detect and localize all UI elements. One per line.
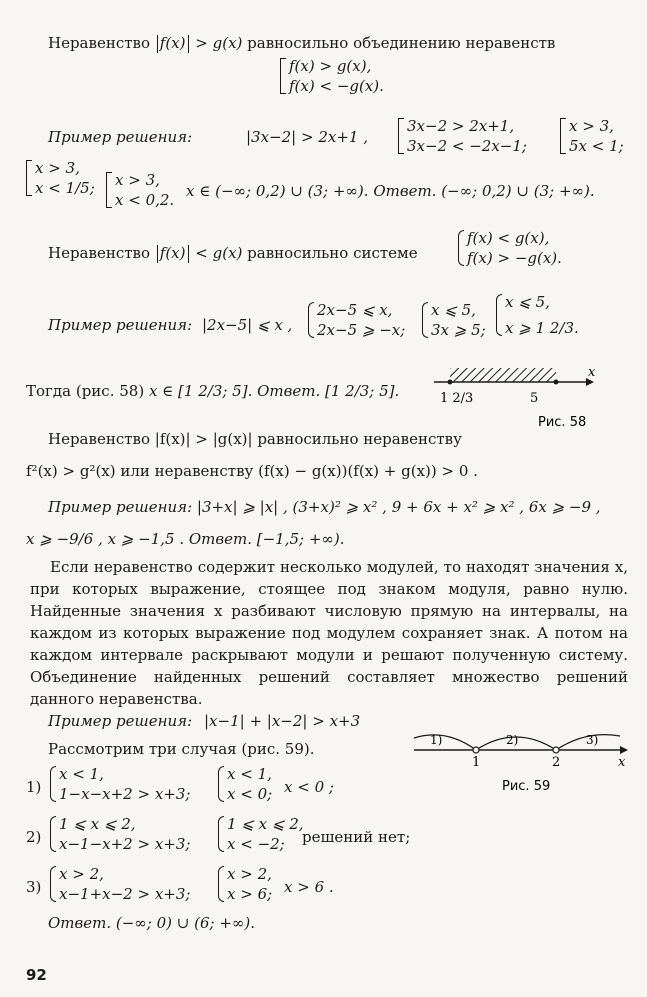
sys-row: f(x) > −g(x). — [467, 249, 562, 267]
then-line — [26, 382, 399, 400]
case-number: 3) — [26, 878, 42, 896]
case1-system-2 — [218, 764, 272, 804]
sys-row: x ⩽ 5, — [505, 293, 550, 311]
case3-system-1 — [50, 864, 190, 904]
case3-system-2 — [218, 864, 272, 904]
ex3-line1: Пример решения: |3+x| ⩾ |x| , (3+x)² ⩾ x² , 9 + 6x + x² ⩾ x² , 6x ⩾ −9 , — [48, 498, 601, 516]
sys-row: x > 2, — [59, 865, 104, 883]
point-marker — [448, 380, 453, 385]
p1-rel: > g(x) — [195, 34, 243, 52]
then-answer: . Ответ. [1 2/3; 5]. — [247, 382, 400, 400]
ex1-answer: x ∈ (−∞; 0,2) ∪ (3; +∞). Ответ. (−∞; 0,2) ∪ (3; +∞). — [186, 182, 595, 200]
ex3-line2: x ⩾ −9/6 , x ⩾ −1,5 . Ответ. [−1,5; +∞). — [26, 530, 345, 548]
abs-bar — [157, 35, 158, 53]
ex2-system-1 — [308, 300, 405, 340]
case-number: 1) — [26, 778, 42, 796]
sys-row: 2x−5 ⩾ −x; — [317, 321, 406, 339]
arc-label: 3) — [586, 733, 599, 747]
case3-result: x > 6 . — [284, 878, 334, 896]
p2-line — [48, 244, 418, 263]
sys-row: x < 0; — [227, 785, 273, 803]
p2-system — [458, 228, 562, 268]
sys-row: 5x < 1; — [569, 137, 624, 155]
p1-sys-row: f(x) < −g(x). — [289, 77, 384, 95]
case2-system-2 — [218, 814, 304, 854]
sys-row: 3x−2 > 2x+1, — [407, 117, 515, 135]
p2-tail: равносильно системе — [247, 244, 418, 262]
ex4-cases: Рассмотрим три случая (рис. 59). — [48, 740, 315, 758]
arc-label: 2) — [506, 733, 519, 747]
arrow-icon — [620, 746, 628, 754]
p1-tail: равносильно объединению неравенств — [247, 34, 556, 52]
ex2-label: Пример решения: — [48, 316, 193, 334]
figure-caption: Рис. 59 — [502, 779, 551, 794]
sys-row: x ⩽ 5, — [431, 301, 476, 319]
ex1-label: Пример решения: — [48, 128, 193, 146]
point-marker — [473, 747, 479, 753]
case-number: 2) — [26, 828, 42, 846]
sys-row: x ⩾ 1 2/3. — [505, 319, 579, 337]
ex4-label: Пример решения: — [48, 712, 193, 730]
ex1-system-4 — [106, 170, 174, 210]
sys-row: 3x ⩾ 5; — [431, 321, 486, 339]
p1-system — [280, 56, 384, 96]
sys-row: 1−x−x+2 > x+3; — [59, 785, 191, 803]
sys-row: x < 0,2. — [115, 191, 175, 209]
axis-label: x — [618, 755, 626, 770]
sys-row: x > 2, — [227, 865, 272, 883]
sys-row: x < 1/5; — [35, 179, 95, 197]
ex1-system-1 — [398, 116, 527, 156]
tick-label: 1 2/3 — [440, 391, 474, 406]
method-paragraph: Если неравенство содержит несколько модулей, то находят значения x, при которых выражение, стоящее под знаком модуля, равно нулю. Найденные значения x разбивают числовую прямую на интервалы, на каждом из которых выражение под модулем сохраняет знак. А потом на каждом интервале раскрывают модули и решают полученную систему. Объединение найденных решений составляет множество решений данного неравенства. — [30, 558, 628, 708]
p3-line1: Неравенство |f(x)| > |g(x)| равносильно неравенству — [48, 430, 462, 448]
ex1-system-3 — [26, 158, 95, 198]
ex4-answer: Ответ. (−∞; 0) ∪ (6; +∞). — [48, 914, 256, 932]
ex2-system-3 — [496, 292, 579, 338]
figure-58 — [430, 362, 600, 432]
then-set: x ∈ [1 2/3; 5] — [148, 382, 248, 400]
sys-row: 2x−5 ⩽ x, — [317, 301, 393, 319]
p3-line2: f²(x) > g²(x) или неравенству (f(x) − g(x))(f(x) + g(x)) > 0 . — [26, 462, 478, 480]
abs-bar — [188, 35, 189, 53]
sys-row: x > 3, — [35, 159, 80, 177]
ex2-system-2 — [422, 300, 486, 340]
page-number: 92 — [26, 966, 47, 984]
tick-label: 1 — [472, 755, 481, 770]
ex4-expr: |x−1| + |x−2| > x+3 — [204, 712, 361, 730]
sys-row: x < 1, — [227, 765, 272, 783]
p2-rel: < g(x) — [195, 244, 243, 262]
sys-row: f(x) < g(x), — [467, 229, 550, 247]
sys-row: 1 ⩽ x ⩽ 2, — [59, 815, 136, 833]
axis-label: x — [588, 365, 596, 380]
sys-row: 3x−2 < −2x−1; — [407, 137, 527, 155]
p1-line — [48, 34, 555, 53]
sys-row: x > 3, — [115, 171, 160, 189]
ex1-system-2 — [560, 116, 624, 156]
p1-intro: Неравенство — [48, 34, 150, 52]
ex1-expr: |3x−2| > 2x+1 , — [246, 128, 368, 146]
abs-bar — [188, 245, 189, 263]
abs-bar — [157, 245, 158, 263]
sys-row: x > 6; — [227, 885, 273, 903]
sys-row: 1 ⩽ x ⩽ 2, — [227, 815, 304, 833]
p2-intro: Неравенство — [48, 244, 150, 262]
case2-result: решений нет; — [302, 828, 411, 846]
sys-row: x−1−x+2 > x+3; — [59, 835, 191, 853]
case2-system-1 — [50, 814, 190, 854]
figure-caption: Рис. 58 — [538, 415, 587, 430]
ex2-expr: |2x−5| ⩽ x , — [202, 316, 293, 334]
case1-result: x < 0 ; — [284, 778, 334, 796]
hatched-region — [450, 368, 556, 382]
figure-59 — [406, 724, 634, 800]
interval-arc — [414, 735, 476, 750]
sys-row: x > 3, — [569, 117, 614, 135]
then-text: Тогда (рис. 58) — [26, 382, 145, 400]
point-marker — [553, 747, 559, 753]
sys-row: x < −2; — [227, 835, 285, 853]
sys-row: x < 1, — [59, 765, 104, 783]
p2-lhs: f(x) — [159, 244, 186, 262]
tick-label: 2 — [552, 755, 561, 770]
p1-lhs: f(x) — [159, 34, 186, 52]
arc-label: 1) — [430, 733, 443, 747]
point-marker — [554, 380, 559, 385]
tick-label: 5 — [530, 391, 539, 406]
case1-system-1 — [50, 764, 190, 804]
sys-row: x−1+x−2 > x+3; — [59, 885, 191, 903]
p1-sys-row: f(x) > g(x), — [289, 57, 372, 75]
